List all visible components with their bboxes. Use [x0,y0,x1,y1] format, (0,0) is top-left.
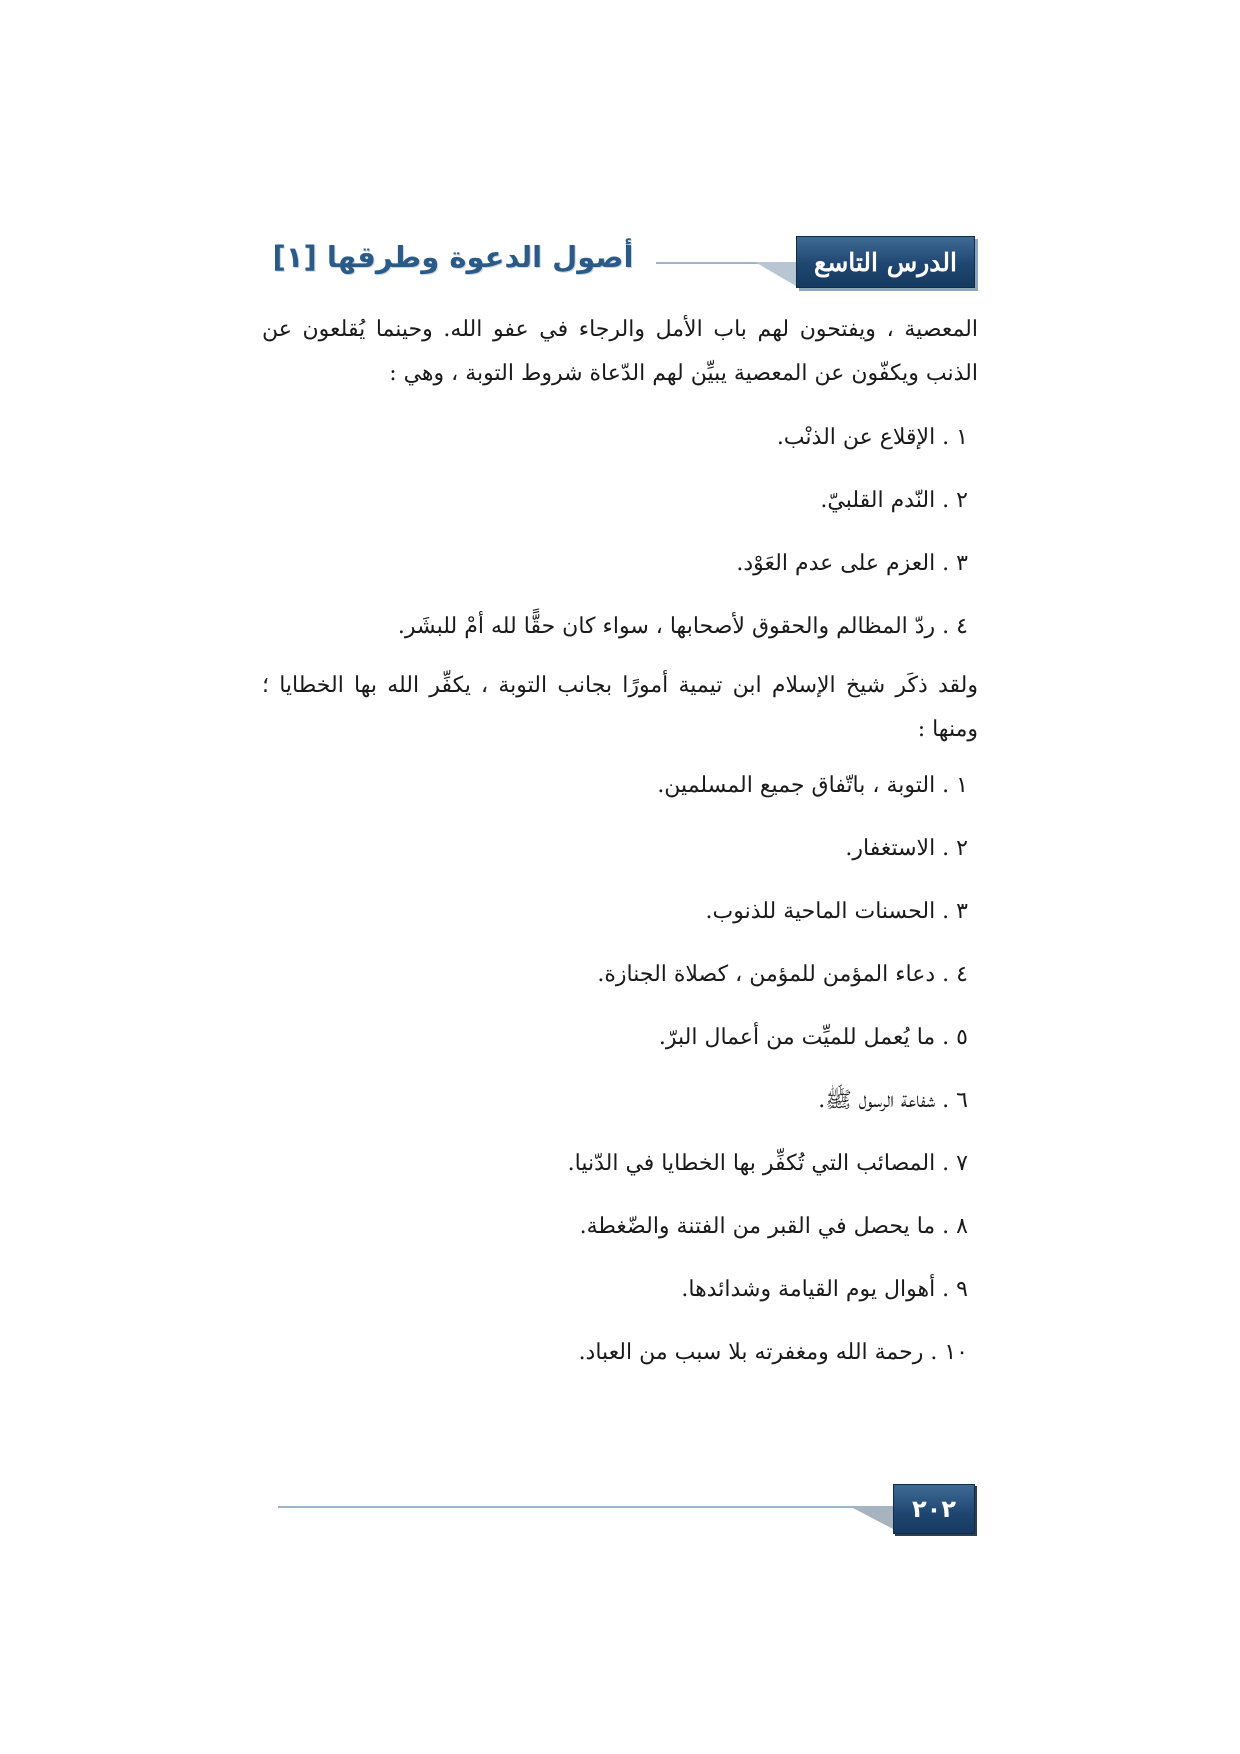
list-item: ٨ . ما يحصل في القبر من الفتنة والضّغطة. [579,1214,968,1239]
footer-divider [278,1506,893,1508]
intro-paragraph: المعصية ، ويفتحون لهم باب الأمل والرجاء في عفو الله. وحينما يُقلعون عن الذنب ويكفّون عن المعصية يبيِّن لهم الدّعاة شروط التوبة ، وهي : [262,317,978,386]
repentance-conditions-list [262,406,978,658]
page-header [0,0,1240,300]
expiations-list [262,754,978,1384]
list-item: ٤ . ردّ المظالم والحقوق لأصحابها ، سواء كان حقًّا لله أمْ للبشَر. [397,614,968,639]
second-paragraph: ولقد ذكَر شيخ الإسلام ابن تيمية أمورًا بجانب التوبة ، يكفِّر الله بها الخطايا ؛ ومنها : [262,673,978,742]
lesson-badge: الدرس التاسع [796,236,975,288]
list-item: ٢ . الاستغفار. [845,836,968,861]
page-number: ٢٠٢ [893,1484,975,1534]
page-content [262,308,978,1384]
book-title: أصول الدعوة وطرقها [١] [272,240,634,274]
list-item: ١ . التوبة ، باتّفاق جميع المسلمين. [657,773,968,798]
list-item: ٢ . النّدم القلبيّ. [820,488,968,513]
list-item: ١٠ . رحمة الله ومغفرته بلا سبب من العباد. [578,1340,968,1365]
list-item: ٤ . دعاء المؤمن للمؤمن ، كصلاة الجنازة. [597,962,968,987]
footer-wedge-decoration [851,1507,893,1529]
list-item: ٧ . المصائب التي تُكفِّر بها الخطايا في الدّنيا. [567,1151,968,1176]
header-wedge-decoration [755,262,796,286]
list-item: ٦ . شفاعة الرسول ﷺ. [818,1088,968,1113]
list-item: ٣ . الحسنات الماحية للذنوب. [705,899,968,924]
list-item: ٣ . العزم على عدم العَوْد. [736,551,968,576]
list-item: ٥ . ما يُعمل للميِّت من أعمال البرّ. [658,1025,968,1050]
list-item: ٩ . أهوال يوم القيامة وشدائدها. [681,1277,968,1302]
list-item: ١ . الإقلاع عن الذنْب. [776,425,968,450]
